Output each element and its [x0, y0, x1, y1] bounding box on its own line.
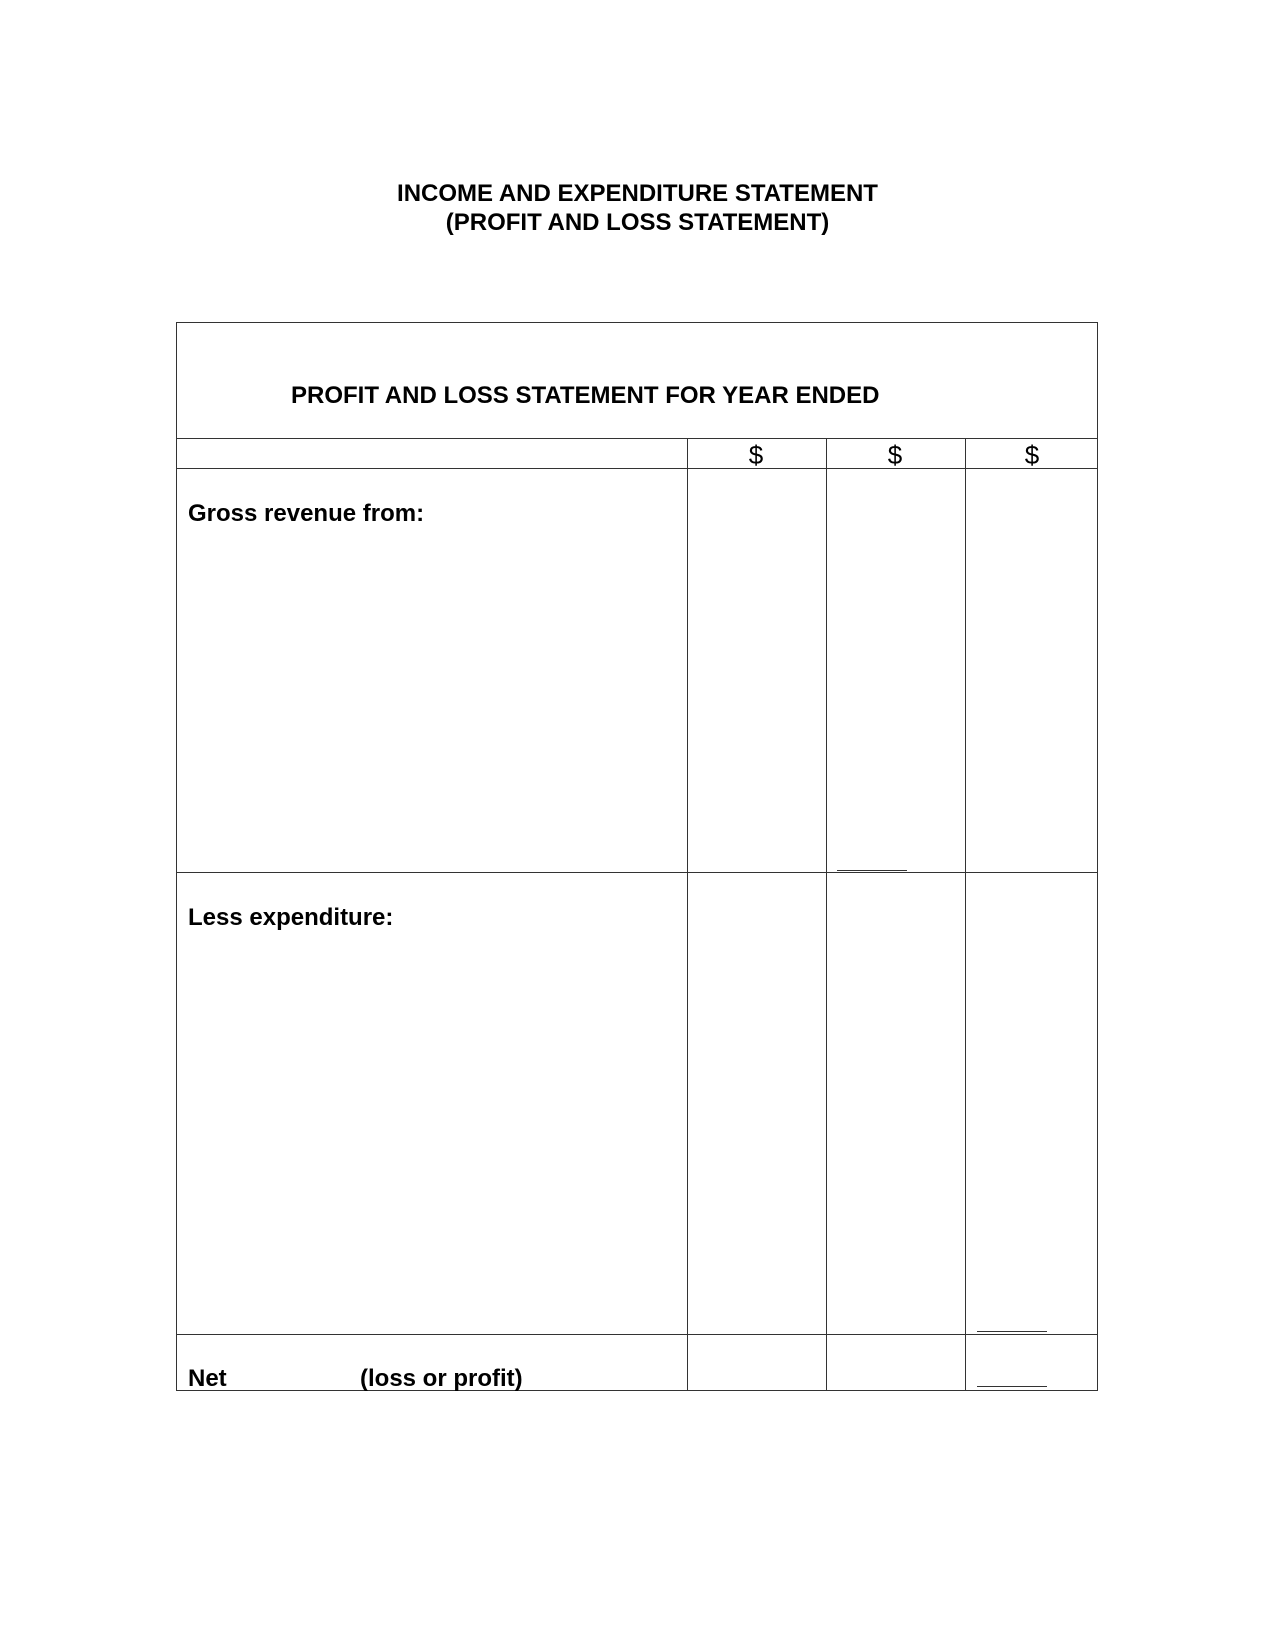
net-total-double-rule	[977, 1386, 1047, 1391]
net-label: Net	[188, 1365, 227, 1392]
currency-header-1: $	[748, 440, 764, 470]
document-subtitle: (PROFIT AND LOSS STATEMENT)	[445, 209, 830, 236]
column-divider-2	[826, 438, 827, 1391]
revenue-section-divider	[176, 872, 1098, 873]
currency-header-3: $	[1024, 440, 1040, 470]
revenue-subtotal-rule	[837, 870, 907, 871]
table-heading: PROFIT AND LOSS STATEMENT FOR YEAR ENDED	[291, 382, 880, 409]
currency-header-2: $	[887, 440, 903, 470]
expenditure-label: Less expenditure:	[188, 904, 394, 931]
table-frame	[176, 322, 1098, 1391]
document-title: INCOME AND EXPENDITURE STATEMENT	[397, 180, 878, 207]
column-divider-1	[687, 438, 688, 1391]
gross-revenue-label: Gross revenue from:	[188, 500, 425, 527]
column-divider-3	[965, 438, 966, 1391]
currency-row-divider	[176, 468, 1098, 469]
expenditure-section-divider	[176, 1334, 1098, 1335]
heading-divider	[176, 438, 1098, 439]
expenditure-total-rule	[977, 1331, 1047, 1332]
net-qualifier: (loss or profit)	[360, 1365, 523, 1392]
